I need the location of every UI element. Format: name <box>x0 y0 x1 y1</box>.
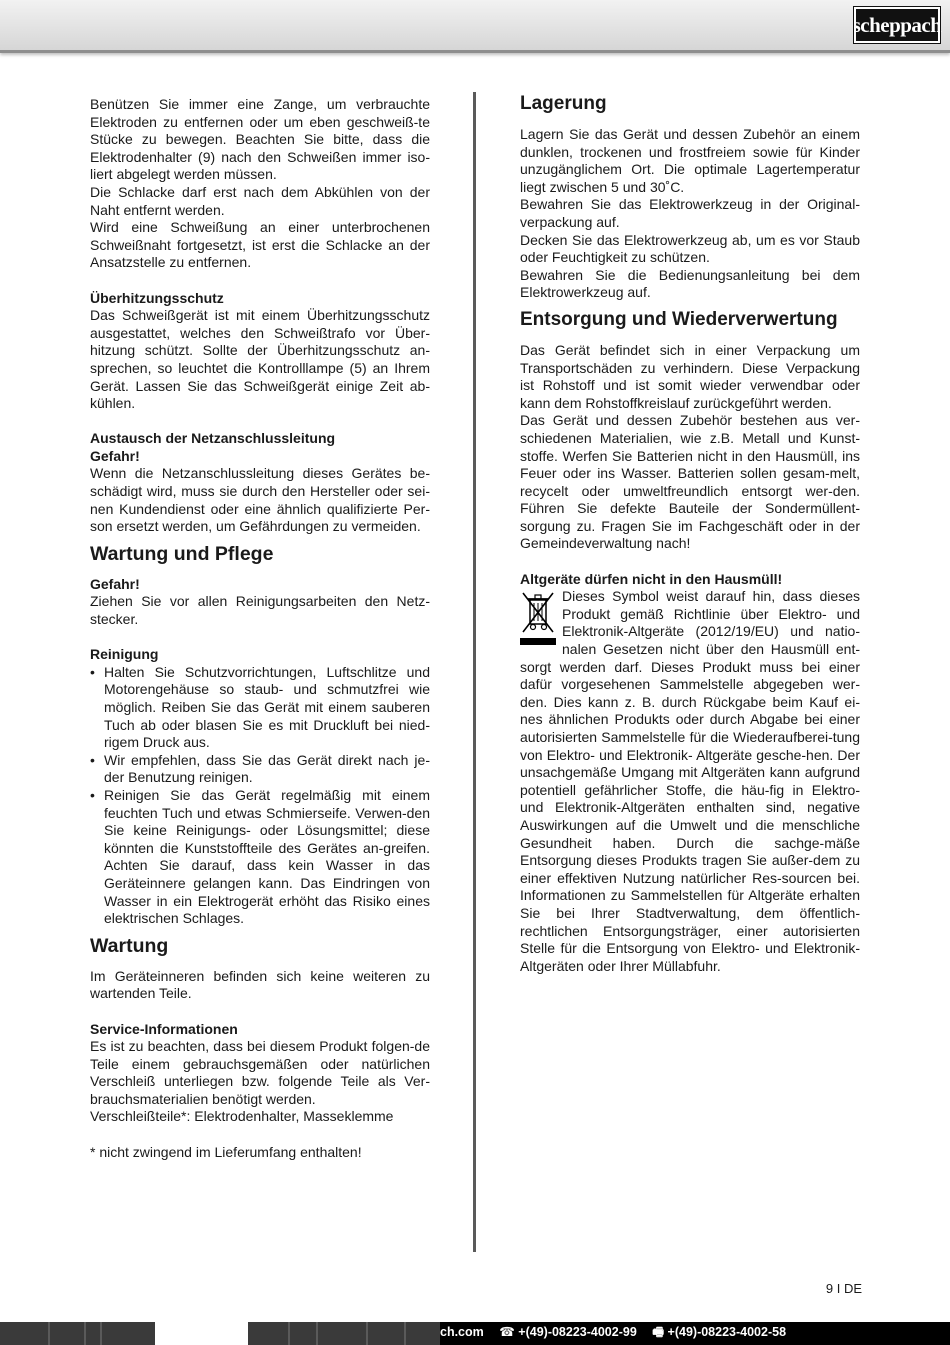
storage-paragraph: Decken Sie das Elektrowerkzeug ab, um es vor Staub oder Feuchtigkeit zu schützen. <box>520 231 860 266</box>
footer-contact <box>440 1322 798 1345</box>
wartung-heading: Wartung <box>90 934 169 957</box>
service-title: Service-Informationen <box>90 1020 238 1037</box>
maintenance-heading: Wartung und Pflege <box>90 542 274 565</box>
right-column <box>520 93 860 975</box>
header-bar <box>0 0 950 53</box>
wartung-text: Im Geräteinneren befinden sich keine weiteren zu wartenden Teile. <box>90 967 430 1002</box>
phone-number: ☎ +(49)-08223-4002-99 <box>499 1325 637 1339</box>
service-text: Es ist zu beachten, dass bei diesem Produkt folgen-de Teile einem gebrauchsgemäßen oder natürlichen Verschleiß unterliegen bzw. folgende Teile als Ver-brauchsmaterialien benötigt werden. <box>90 1038 430 1107</box>
intro-paragraph-1: Benützen Sie immer eine Zange, um verbrauchte Elektroden zu entfernen oder um eben geschweiß-te Stücke zu bewegen. Beachten Sie bitte, dass die Elektrodenhalter (9) nach den Schweißen immer iso-liert abgelegt werden müssen. <box>90 96 430 183</box>
storage-paragraph: Bewahren Sie die Bedienungsanleitung bei dem Elektrowerkzeug auf. <box>520 266 860 301</box>
maintenance-danger: Gefahr! <box>90 575 140 592</box>
maintenance-text: Ziehen Sie vor allen Reinigungsarbeiten den Netz-stecker. <box>90 593 430 628</box>
weee-title: Altgeräte dürfen nicht in den Hausmüll! <box>520 570 783 587</box>
cleaning-title: Reinigung <box>90 646 159 663</box>
crossed-bin-icon <box>520 590 558 646</box>
cable-text: Wenn die Netzanschlussleitung dieses Gerätes be-schädigt wird, muss sie durch den Hersteller oder sei-nen Kundendienst oder eine ähnlich qualifizierte Per-son ersetzt werden, um Gefährdungen zu vermeiden. <box>90 465 430 535</box>
wear-parts: Verschleißteile*: Elektrodenhalter, Masseklemme <box>90 1108 394 1125</box>
weee-text: Dieses Symbol weist darauf hin, dass dieses Produkt gemäß Richtlinie über Elektro- und Elektronik-Altgeräte (2012/19/EU) und natio-nalen Gesetzen nicht über den Hausmüll ent-sorgt werden darf. Dieses Produkt muss bei einer dafür vorgesehenen Sammelstelle abgegeben wer-den. Dies kann z. B. durch Rückgabe beim Kauf ei-nes ähnlichen Produkts oder durch Abgabe bei einer autorisierten Sammelstelle für die Wiederaufberei-tung von Elektro- und Elektronik- Altgeräte gesche-hen. Der unsachgemäße Umgang mit Altgeräten kann aufgrund potentiell gefährlicher Stoffe, die häu-fig in Elektro- und Elektronik-Altgeräten enthalten sind, negative Auswirkungen auf die Umwelt und die menschliche Gesundheit haben. Durch die sachge-mäße Entsorgung dieses Produkts tragen Sie außer-dem zu einer effektiven Nutzung natürlicher Res-sourcen bei. Informationen zu Sammelstellen für Altgeräte erhalten Sie bei Ihrer Stadtverwaltung, dem öffentlich-rechtlichen Entsorgungsträger, einer autorisierten Stelle für die Entsorgung von Elektro- und Elektronik-Altgeräten oder Ihrer Müllabfuhr. <box>520 588 860 974</box>
list-item: • Reinigen Sie das Gerät regelmäßig mit einem feuchten Tuch und etwas Schmierseife. Verwen-den Sie keine Reinigungs- oder Lösungsmittel; diese könnten die Kunststoffteile des Gerätes an-greifen. Achten Sie darauf, dass kein Wasser in das Geräteinnere gelangen kann. Das Eindringen von Wasser in ein Elektrogerät erhöht das Risiko eines elektrischen Schlages. <box>90 787 430 928</box>
scheppach-logo: scheppach <box>854 7 940 43</box>
storage-heading: Lagerung <box>520 93 607 114</box>
overheat-title: Überhitzungsschutz <box>90 289 224 306</box>
fax-number: 🖷 +(49)-08223-4002-58 <box>652 1325 787 1339</box>
cable-danger: Gefahr! <box>90 447 140 464</box>
intro-paragraph-2: Die Schlacke darf erst nach dem Abkühlen von der Naht entfernt werden. <box>90 183 430 218</box>
disposal-heading: Entsorgung und Wiederverwertung <box>520 308 838 330</box>
footnote: * nicht zwingend im Lieferumfang enthalten! <box>90 1143 362 1160</box>
disposal-paragraph: Das Gerät befindet sich in einer Verpackung um Transportschäden zu verhindern. Diese Verpackung ist Rohstoff und ist somit wieder verwendbar oder kann dem Rohstoffkreislauf zurückgeführt werden. <box>520 341 860 411</box>
storage-paragraph: Bewahren Sie das Elektrowerkzeug in der Original-verpackung auf. <box>520 196 860 230</box>
cable-title: Austausch der Netzanschlussleitung <box>90 430 336 447</box>
list-item: • Wir empfehlen, dass Sie das Gerät direkt nach je-der Benutzung reinigen. <box>90 752 430 787</box>
disposal-paragraph: Das Gerät und dessen Zubehör bestehen aus ver-schiedenen Materialien, wie z.B. Metall und Kunst-stoffe. Werfen Sie Batterien nicht in den Hausmüll, ins Feuer oder ins Wasser. Batterien sollen gesam-melt, recycelt oder umweltfreundlich entsorgt wer-den. Führen Sie defekte Bauteile der Sondermüllent-sorgung zu. Fragen Sie im Fachgeschäft oder in der Gemeindeverwaltung nach! <box>520 412 860 552</box>
storage-paragraph: Lagern Sie das Gerät und dessen Zubehör an einem dunklen, trockenen und frostfreiem sowie für Kinder unzugänglichem Ort. Die optimale Lagertemperatur liegt zwischen 5 und 30˚C. <box>520 126 860 195</box>
left-column <box>90 96 430 1161</box>
cleaning-list <box>90 664 430 928</box>
page-number: 9 I DE <box>825 1281 862 1296</box>
website-link[interactable]: ch.com <box>440 1325 484 1339</box>
list-item: • Halten Sie Schutzvorrichtungen, Luftschlitze und Motorengehäuse so staub- und schmutzfrei wie möglich. Reiben Sie das Gerät mit einem sauberen Tuch ab oder blasen Sie es mit Druckluft bei nied-rigem Druck aus. <box>90 664 430 752</box>
overheat-text: Das Schweißgerät ist mit einem Überhitzungsschutz ausgestattet, welches den Schweißtrafo vor Über-hitzung schützt. Sollte der Überhitzungsschutz an-sprechen, so leuchtet die Kontrolllampe (5) an Ihrem Gerät. Lassen Sie das Schweißgerät einige Zeit ab-kühlen. <box>90 307 430 412</box>
column-divider <box>473 92 476 1252</box>
intro-paragraph-3: Wird eine Schweißung an einer unterbrochenen Schweißnaht fortgesetzt, ist erst die Schlacke an der Ansatzstelle zu entfernen. <box>90 219 430 271</box>
